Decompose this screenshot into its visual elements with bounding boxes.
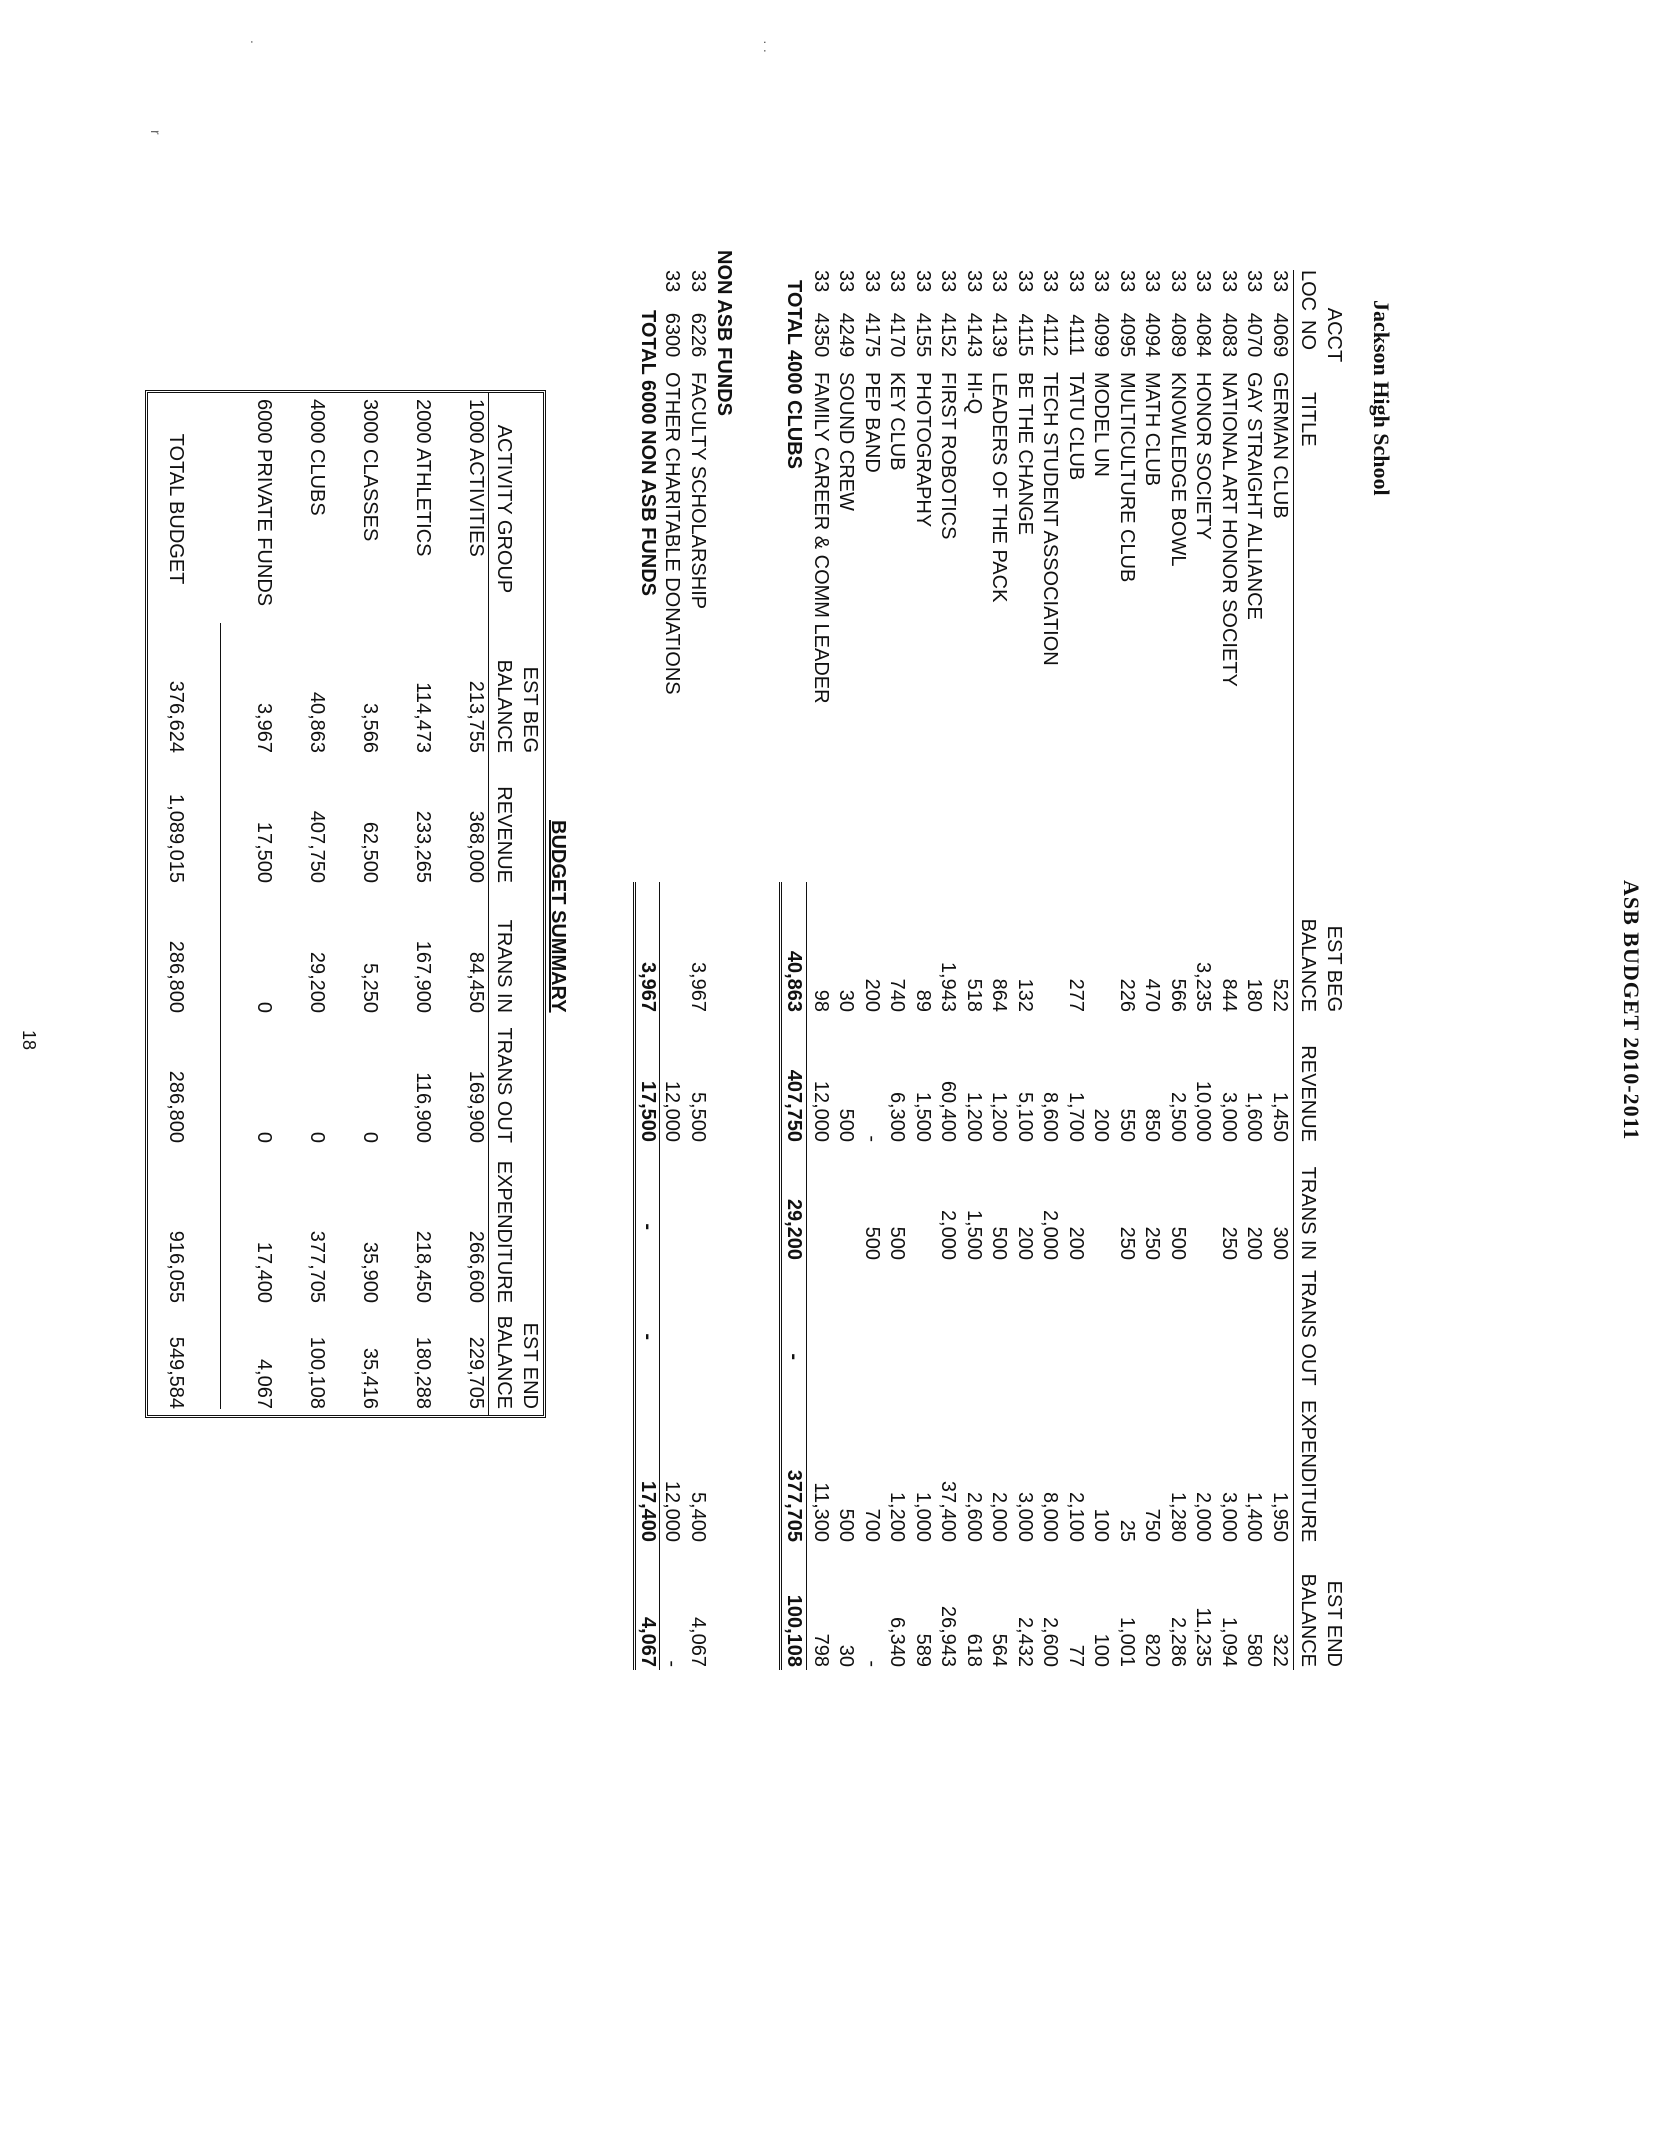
cell-tin: 2,000 [937,1209,960,1260]
summary-total-exp: 916,055 [165,1230,187,1303]
table-row [833,270,859,1670]
cell-end: 820 [1141,1633,1164,1667]
cell-beg: 864 [988,978,1011,1012]
summary-cell-exp: 377,705 [306,1230,328,1303]
summary-cell-tin: 84,450 [465,951,487,1013]
cell-tin: 500 [988,1226,1011,1260]
header-title: TITLE [1297,392,1319,447]
cell-beg: 518 [963,978,985,1012]
cell-loc: 33 [1039,270,1062,293]
table-row [659,270,685,1670]
cell-loc: 33 [1014,270,1036,293]
cell-beg: 200 [861,978,883,1012]
header-expenditure: EXPENDITURE [1297,1400,1319,1543]
cell-tin: 500 [861,1226,883,1260]
cell-title: OTHER CHARITABLE DONATIONS [661,372,684,695]
cell-end: 2,286 [1167,1616,1189,1667]
summary-header-end-top: EST END [519,1322,541,1409]
clubs-total-rule [806,882,807,1670]
header-loc: LOC [1297,270,1319,312]
cell-rev: 200 [1090,1108,1113,1142]
cell-loc: 33 [1243,270,1266,293]
table-row [1113,270,1139,1670]
cell-acct: 6300 [661,312,684,358]
cell-loc: 33 [835,270,858,293]
cell-title: LEADERS OF THE PACK [988,372,1011,603]
cell-loc: 33 [988,270,1011,293]
summary-total-beg: 376,624 [165,680,187,753]
clubs-total-tout: - [783,1353,805,1360]
cell-rev: 6,300 [886,1091,909,1142]
cell-exp: 1,950 [1269,1491,1291,1542]
cell-title: TECH STUDENT ASSOCIATION [1039,372,1062,666]
cell-exp: 700 [861,1508,883,1542]
cell-title: SOUND CREW [835,372,858,511]
cell-title: TATU CLUB [1065,372,1087,481]
summary-cell-beg: 213,755 [465,680,487,753]
cell-loc: 33 [886,270,909,293]
cell-beg: 470 [1141,978,1164,1012]
cell-rev: - [861,1135,883,1142]
summary-cell-tout: 116,900 [412,1072,434,1143]
cell-tin: 300 [1269,1226,1291,1260]
cell-end: 100 [1090,1633,1113,1667]
cell-tin: 250 [1141,1226,1164,1260]
cell-rev: 2,500 [1167,1091,1189,1142]
summary-cell-beg: 3,566 [359,702,381,753]
cell-acct: 4095 [1116,312,1138,358]
summary-cell-end: 4,067 [253,1358,275,1409]
summary-cell-tin: 5,250 [359,962,381,1013]
cell-rev: 850 [1141,1108,1164,1142]
summary-header-beg-bottom: BALANCE [493,659,515,753]
scan-speck: r [148,130,164,135]
cell-end: 589 [912,1633,934,1667]
summary-title: BUDGET SUMMARY [547,820,569,1013]
cell-title: MULTICULTURE CLUB [1116,372,1138,583]
cell-title: PHOTOGRAPHY [912,372,934,528]
header-trans-out: TRANS OUT [1297,1270,1319,1386]
summary-cell-exp: 17,400 [253,1241,275,1303]
summary-header-beg-top: EST BEG [519,666,541,753]
summary-cell-group: 1000 ACTIVITIES [465,399,487,557]
summary-cell-exp: 35,900 [359,1241,381,1303]
cell-end: 322 [1269,1633,1291,1667]
header-end-top: EST END [1323,1580,1345,1667]
header-trans-in: TRANS IN [1297,1166,1319,1260]
summary-cell-beg: 114,473 [412,682,434,753]
cell-exp: 3,000 [1014,1491,1036,1542]
cell-beg: 844 [1218,978,1240,1012]
cell-rev: 12,000 [661,1080,684,1142]
cell-end: - [661,1660,684,1667]
cell-end: 77 [1065,1644,1087,1667]
summary-header-end-bottom: BALANCE [493,1315,515,1409]
summary-cell-rev: 233,265 [412,810,434,883]
non-asb-total-end: 4,067 [637,1616,659,1667]
header-beg-top: EST BEG [1323,925,1345,1012]
cell-end: 11,235 [1192,1607,1215,1667]
cell-end: 798 [810,1633,832,1667]
cell-rev: 1,500 [912,1091,934,1142]
table-row [960,270,986,1670]
cell-end: 2,432 [1014,1616,1036,1667]
cell-tin: 250 [1218,1226,1240,1260]
cell-tin: 200 [1243,1226,1266,1260]
cell-title: PEP BAND [861,372,883,473]
summary-cell-tout: 0 [306,1131,328,1143]
cell-rev: 1,200 [963,1091,985,1142]
clubs-total-beg: 40,863 [783,950,805,1012]
scan-speck: · · [758,40,774,54]
cell-rev: 1,700 [1065,1091,1087,1142]
cell-exp: 8,000 [1039,1491,1062,1542]
cell-end: 580 [1243,1633,1266,1667]
page-title: ASB BUDGET 2010-2011 [1619,880,1644,1141]
non-asb-total-beg: 3,967 [637,961,659,1012]
cell-exp: 2,000 [1192,1491,1215,1542]
summary-cell-group: 6000 PRIVATE FUNDS [253,399,275,607]
cell-exp: 2,000 [988,1491,1011,1542]
cell-rev: 1,200 [988,1091,1011,1142]
cell-beg: 226 [1116,978,1138,1012]
clubs-total-double-rule [779,882,782,1670]
non-asb-total-tin: - [637,1223,659,1230]
cell-loc: 33 [1218,270,1240,293]
cell-loc: 33 [1192,270,1215,293]
table-row [1037,270,1063,1670]
summary-row [355,393,381,1415]
cell-title: BE THE CHANGE [1014,372,1036,535]
cell-acct: 4249 [835,312,858,358]
table-row [1062,270,1088,1670]
summary-cell-tout: 0 [359,1131,381,1143]
cell-rev: 3,000 [1218,1091,1240,1142]
summary-row [408,393,434,1415]
cell-acct: 4115 [1014,313,1036,357]
cell-rev: 550 [1116,1108,1138,1142]
cell-exp: 5,400 [687,1491,709,1542]
cell-title: HI-Q [963,372,985,415]
cell-exp: 500 [835,1508,858,1542]
non-asb-total-tout: - [637,1333,659,1340]
clubs-total-tin: 29,200 [783,1198,805,1260]
cell-title: KNOWLEDGE BOWL [1167,372,1189,567]
summary-cell-tout: 0 [253,1131,275,1143]
cell-loc: 33 [1116,270,1138,293]
summary-header-revenue: REVENUE [493,786,515,883]
cell-rev: 500 [835,1108,858,1142]
table-row [858,270,884,1670]
summary-cell-rev: 407,750 [306,810,328,883]
cell-acct: 4099 [1090,312,1113,358]
cell-title: FACULTY SCHOLARSHIP [687,372,709,610]
table-row [1164,270,1190,1670]
summary-row [461,393,487,1415]
cell-rev: 1,600 [1243,1091,1266,1142]
cell-exp: 25 [1116,1519,1138,1542]
cell-beg: 132 [1014,978,1036,1012]
cell-rev: 60,400 [937,1080,960,1142]
table-row [684,270,710,1670]
cell-acct: 4170 [886,312,909,358]
cell-title: FAMILY CAREER & COMM LEADER [810,372,832,704]
cell-tin: 250 [1116,1226,1138,1260]
cell-beg: 566 [1167,978,1189,1012]
cell-end: 564 [988,1633,1011,1667]
clubs-total-end: 100,108 [783,1594,805,1667]
summary-header-expenditure: EXPENDITURE [493,1160,515,1303]
non-asb-total-exp: 17,400 [637,1480,659,1542]
cell-loc: 33 [1167,270,1189,293]
summary-cell-exp: 266,600 [465,1230,487,1303]
cell-end: 4,067 [687,1616,709,1667]
cell-title: KEY CLUB [886,372,909,471]
summary-cell-exp: 218,450 [412,1230,434,1303]
table-row [807,270,833,1670]
cell-loc: 33 [661,270,684,293]
table-row [1241,270,1267,1670]
cell-beg: 1,943 [937,961,960,1012]
cell-exp: 37,400 [937,1480,960,1542]
cell-exp: 2,600 [963,1491,985,1542]
cell-rev: 1,450 [1269,1091,1291,1142]
non-asb-heading [710,250,736,1650]
non-asb-total-double-rule [633,882,636,1670]
summary-cell-end: 229,705 [465,1336,487,1409]
cell-end: 30 [835,1644,858,1667]
cell-loc: 33 [1141,270,1164,293]
cell-acct: 4094 [1141,312,1164,358]
scan-speck: . [248,40,264,44]
cell-exp: 3,000 [1218,1491,1240,1542]
cell-acct: 4152 [937,312,960,358]
summary-row [302,393,328,1415]
cell-acct: 4155 [912,312,934,358]
summary-cell-tin: 29,200 [306,951,328,1013]
page-number: 18 [19,1030,39,1051]
cell-loc: 33 [1065,270,1087,293]
table-row [986,270,1012,1670]
header-acct-bottom: NO [1297,320,1319,350]
table-row [909,270,935,1670]
summary-cell-end: 180,288 [412,1336,434,1409]
cell-loc: 33 [687,270,709,293]
cell-beg: 277 [1065,978,1087,1012]
cell-exp: 1,000 [912,1491,934,1542]
table-row [1266,270,1292,1670]
cell-tin: 500 [886,1226,909,1260]
cell-rev: 10,000 [1192,1080,1215,1142]
cell-beg: 3,967 [687,961,709,1012]
cell-exp: 1,400 [1243,1491,1266,1542]
cell-beg: 98 [810,989,832,1012]
cell-acct: 4143 [963,312,985,358]
cell-beg: 522 [1269,978,1291,1012]
cell-acct: 4112 [1039,313,1062,357]
summary-total-end: 549,584 [165,1336,187,1409]
header-beg-bottom: BALANCE [1297,918,1319,1012]
cell-title: MODEL UN [1090,372,1113,477]
cell-rev: 5,100 [1014,1091,1036,1142]
cell-beg: 30 [835,989,858,1012]
cell-exp: 11,300 [810,1482,832,1542]
cell-acct: 6226 [687,312,709,358]
cell-rev: 5,500 [687,1091,709,1142]
clubs-total-label: TOTAL 4000 CLUBS [783,280,805,469]
summary-header-rule [488,393,489,1415]
header-end-bottom: BALANCE [1297,1573,1319,1667]
cell-beg: 3,235 [1192,961,1215,1012]
cell-acct: 4175 [861,312,883,358]
cell-loc: 33 [861,270,883,293]
summary-total-rule [220,623,221,1409]
summary-row [249,393,275,1415]
cell-tin: 200 [1014,1226,1036,1260]
summary-cell-rev: 17,500 [253,821,275,883]
cell-tin: 500 [1167,1226,1189,1260]
summary-total-tout: 286,800 [165,1070,187,1143]
summary-cell-rev: 62,500 [359,821,381,883]
summary-cell-group: 4000 CLUBS [306,399,328,516]
table-row [1139,270,1165,1670]
summary-cell-group: 3000 CLASSES [359,399,381,542]
cell-tin: 200 [1065,1226,1087,1260]
cell-acct: 4084 [1192,312,1215,358]
summary-cell-end: 35,416 [359,1347,381,1409]
summary-cell-rev: 368,000 [465,810,487,883]
cell-beg: 740 [886,978,909,1012]
cell-end: 618 [963,1633,985,1667]
cell-exp: 2,100 [1065,1491,1087,1542]
cell-rev: 8,600 [1039,1091,1062,1142]
clubs-total-row [780,270,806,1670]
cell-title: NATIONAL ART HONOR SOCIETY [1218,372,1240,687]
summary-cell-tin: 0 [253,1001,275,1013]
cell-end: 6,340 [886,1616,909,1667]
cell-exp: 1,200 [886,1491,909,1542]
table-row [884,270,910,1670]
clubs-total-rev: 407,750 [783,1069,805,1142]
cell-end: - [861,1660,883,1667]
budget-summary-table [145,390,546,1418]
cell-acct: 4111 [1065,314,1087,356]
summary-header-trans-out: TRANS OUT [493,1027,515,1143]
cell-loc: 33 [1090,270,1113,293]
table-row [1215,270,1241,1670]
cell-title: HONOR SOCIETY [1192,372,1215,540]
cell-end: 2,600 [1039,1616,1062,1667]
cell-loc: 33 [963,270,985,293]
summary-total-rev: 1,089,015 [165,794,187,883]
summary-cell-tin: 167,900 [412,940,434,1013]
cell-acct: 4350 [810,312,832,358]
non-asb-total-rev: 17,500 [637,1080,659,1142]
cell-exp: 100 [1090,1508,1113,1542]
cell-acct: 4089 [1167,312,1189,358]
cell-title: MATH CLUB [1141,372,1164,487]
cell-title: GERMAN CLUB [1269,372,1291,519]
cell-rev: 12,000 [810,1080,832,1142]
non-asb-heading-text: NON ASB FUNDS [713,250,735,416]
cell-end: 1,001 [1116,1616,1138,1667]
cell-acct: 4139 [988,312,1011,358]
summary-total-row [161,393,187,1415]
cell-exp: 12,000 [661,1480,684,1542]
clubs-total-exp: 377,705 [783,1469,805,1542]
summary-cell-beg: 3,967 [253,702,275,753]
cell-loc: 33 [937,270,960,293]
summary-cell-tout: 169,900 [465,1070,487,1143]
cell-tin: 2,000 [1039,1209,1062,1260]
header-acct-top: ACCT [1323,307,1345,363]
cell-acct: 4083 [1218,312,1240,358]
summary-total-tin: 286,800 [165,940,187,1013]
cell-exp: 1,280 [1167,1491,1189,1542]
table-row [1190,270,1216,1670]
summary-header-trans-in: TRANS IN [493,919,515,1013]
cell-title: FIRST ROBOTICS [937,372,960,540]
cell-title: GAY STRAIGHT ALLIANCE [1243,372,1266,620]
cell-acct: 4070 [1243,312,1266,358]
school-name: Jackson High School [1369,300,1394,496]
table-row [1088,270,1114,1670]
cell-loc: 33 [1269,270,1291,293]
summary-cell-beg: 40,863 [306,691,328,753]
cell-loc: 33 [912,270,934,293]
table-row [1011,270,1037,1670]
table-row [935,270,961,1670]
cell-beg: 180 [1243,978,1266,1012]
summary-total-label: TOTAL BUDGET [165,433,187,585]
summary-cell-group: 2000 ATHLETICS [412,399,434,557]
cell-acct: 4069 [1269,312,1291,358]
cell-loc: 33 [810,270,832,293]
cell-beg: 89 [912,989,934,1012]
non-asb-total-row [634,270,660,1670]
summary-header-group: ACTIVITY GROUP [493,424,515,594]
cell-end: 26,943 [937,1605,960,1667]
non-asb-total-label: TOTAL 6000 NON ASB FUNDS [637,310,659,596]
cell-exp: 750 [1141,1508,1164,1542]
header-underline [1293,270,1294,1670]
cell-end: 1,094 [1218,1616,1240,1667]
cell-tin: 1,500 [963,1209,985,1260]
summary-cell-end: 100,108 [306,1336,328,1409]
header-revenue: REVENUE [1297,1045,1319,1142]
